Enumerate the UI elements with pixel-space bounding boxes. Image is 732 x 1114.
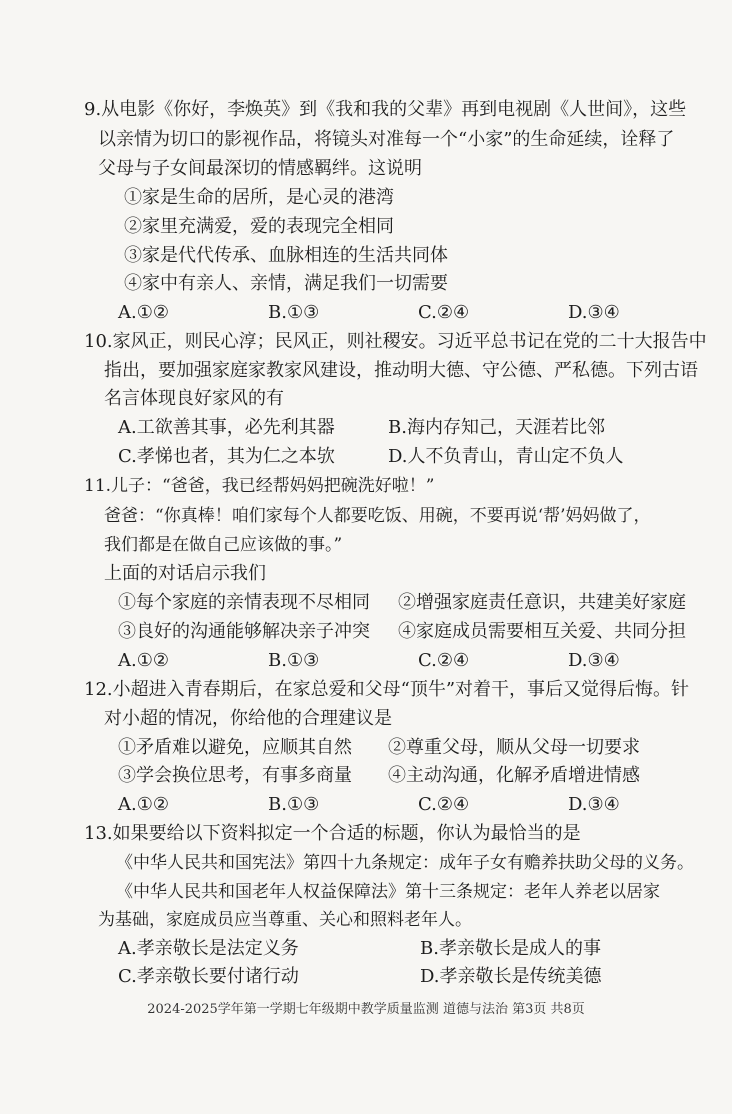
q13-material-elderly-law-line-2: 为基础，家庭成员应当尊重、关心和照料老年人。 xyxy=(98,910,472,930)
q11-option-d: D.③④ xyxy=(568,650,620,671)
q11-item-4: ④家庭成员需要相互关爱、共同分担 xyxy=(398,621,686,642)
q12-option-b: B.①③ xyxy=(268,794,320,815)
q11-option-b: B.①③ xyxy=(268,650,320,671)
q9-stem-line-2: 以亲情为切口的影视作品，将镜头对准每一个“小家”的生命延续，诠释了 xyxy=(98,129,675,150)
q11-item-1: ①每个家庭的亲情表现不尽相同 xyxy=(118,592,370,613)
q11-option-a: A.①② xyxy=(118,650,169,671)
q10-option-a: A.工欲善其事，必先利其器 xyxy=(118,417,335,438)
q11-item-3: ③良好的沟通能够解决亲子冲突 xyxy=(118,621,370,642)
q12-stem-line-2: 对小超的情况，你给他的合理建议是 xyxy=(104,708,392,729)
q10-option-d: D.人不负青山，青山定不负人 xyxy=(388,446,624,467)
q13-material-constitution: 《中华人民共和国宪法》第四十九条规定：成年子女有赡养扶助父母的义务。 xyxy=(116,853,694,873)
q11-dialogue-dad-line-2: 我们都是在做自己应该做的事。” xyxy=(104,535,343,555)
q10-option-c: C.孝悌也者，其为仁之本欤 xyxy=(118,446,335,467)
q9-stem-line-1: 9.从电影《你好，李焕英》到《我和我的父辈》再到电视剧《人世间》，这些 xyxy=(84,99,687,120)
q10-stem-line-2: 指出，要加强家庭家教家风建设，推动明大德、守公德、严私德。下列古语 xyxy=(104,360,698,381)
q9-item-3: ③家是代代传承、血脉相连的生活共同体 xyxy=(124,245,448,266)
q10-stem-line-3: 名言体现良好家风的有 xyxy=(104,388,284,409)
q12-item-2: ②尊重父母，顺从父母一切要求 xyxy=(388,737,640,758)
q9-option-c: C.②④ xyxy=(418,302,470,323)
page-footer: 2024-2025学年第一学期七年级期中教学质量监测 道德与法治 第3页 共8页 xyxy=(147,1002,585,1017)
q10-option-b: B.海内存知己，天涯若比邻 xyxy=(388,417,605,438)
q11-item-2: ②增强家庭责任意识，共建美好家庭 xyxy=(398,592,686,613)
q10-stem-line-1: 10.家风正，则民心淳；民风正，则社稷安。习近平总书记在党的二十大报告中 xyxy=(84,331,707,352)
q11-prompt: 上面的对话启示我们 xyxy=(104,563,266,584)
q12-item-3: ③学会换位思考，有事多商量 xyxy=(118,765,352,786)
q11-dialogue-son: 11.儿子：“爸爸，我已经帮妈妈把碗洗好啦！” xyxy=(84,476,435,496)
q13-option-a: A.孝亲敬长是法定义务 xyxy=(118,938,299,959)
q13-stem: 13.如果要给以下资料拟定一个合适的标题，你认为最恰当的是 xyxy=(84,823,581,844)
q9-option-a: A.①② xyxy=(118,302,169,323)
q9-stem-line-3: 父母与子女间最深切的情感羁绊。这说明 xyxy=(98,158,422,179)
q13-option-b: B.孝亲敬长是成人的事 xyxy=(420,938,601,959)
q13-option-c: C.孝亲敬长要付诸行动 xyxy=(118,966,299,987)
q11-option-c: C.②④ xyxy=(418,650,470,671)
q12-option-a: A.①② xyxy=(118,794,169,815)
q12-item-4: ④主动沟通，化解矛盾增进情感 xyxy=(388,765,640,786)
q9-item-4: ④家中有亲人、亲情，满足我们一切需要 xyxy=(124,273,448,294)
q9-option-d: D.③④ xyxy=(568,302,620,323)
q12-option-c: C.②④ xyxy=(418,794,470,815)
q13-option-d: D.孝亲敬长是传统美德 xyxy=(420,966,602,987)
q9-item-2: ②家里充满爱，爱的表现完全相同 xyxy=(124,216,394,237)
q12-item-1: ①矛盾难以避免，应顺其自然 xyxy=(118,737,352,758)
q13-material-elderly-law-line-1: 《中华人民共和国老年人权益保障法》第十三条规定：老年人养老以居家 xyxy=(116,882,660,902)
q9-item-1: ①家是生命的居所，是心灵的港湾 xyxy=(124,187,394,208)
q9-option-b: B.①③ xyxy=(268,302,320,323)
q12-option-d: D.③④ xyxy=(568,794,620,815)
q12-stem-line-1: 12.小超进入青春期后，在家总爱和父母“顶牛”对着干，事后又觉得后悔。针 xyxy=(84,679,690,700)
q11-dialogue-dad-line-1: 爸爸：“你真棒！咱们家每个人都要吃饭、用碗，不要再说‘帮’妈妈做了， xyxy=(104,506,651,526)
